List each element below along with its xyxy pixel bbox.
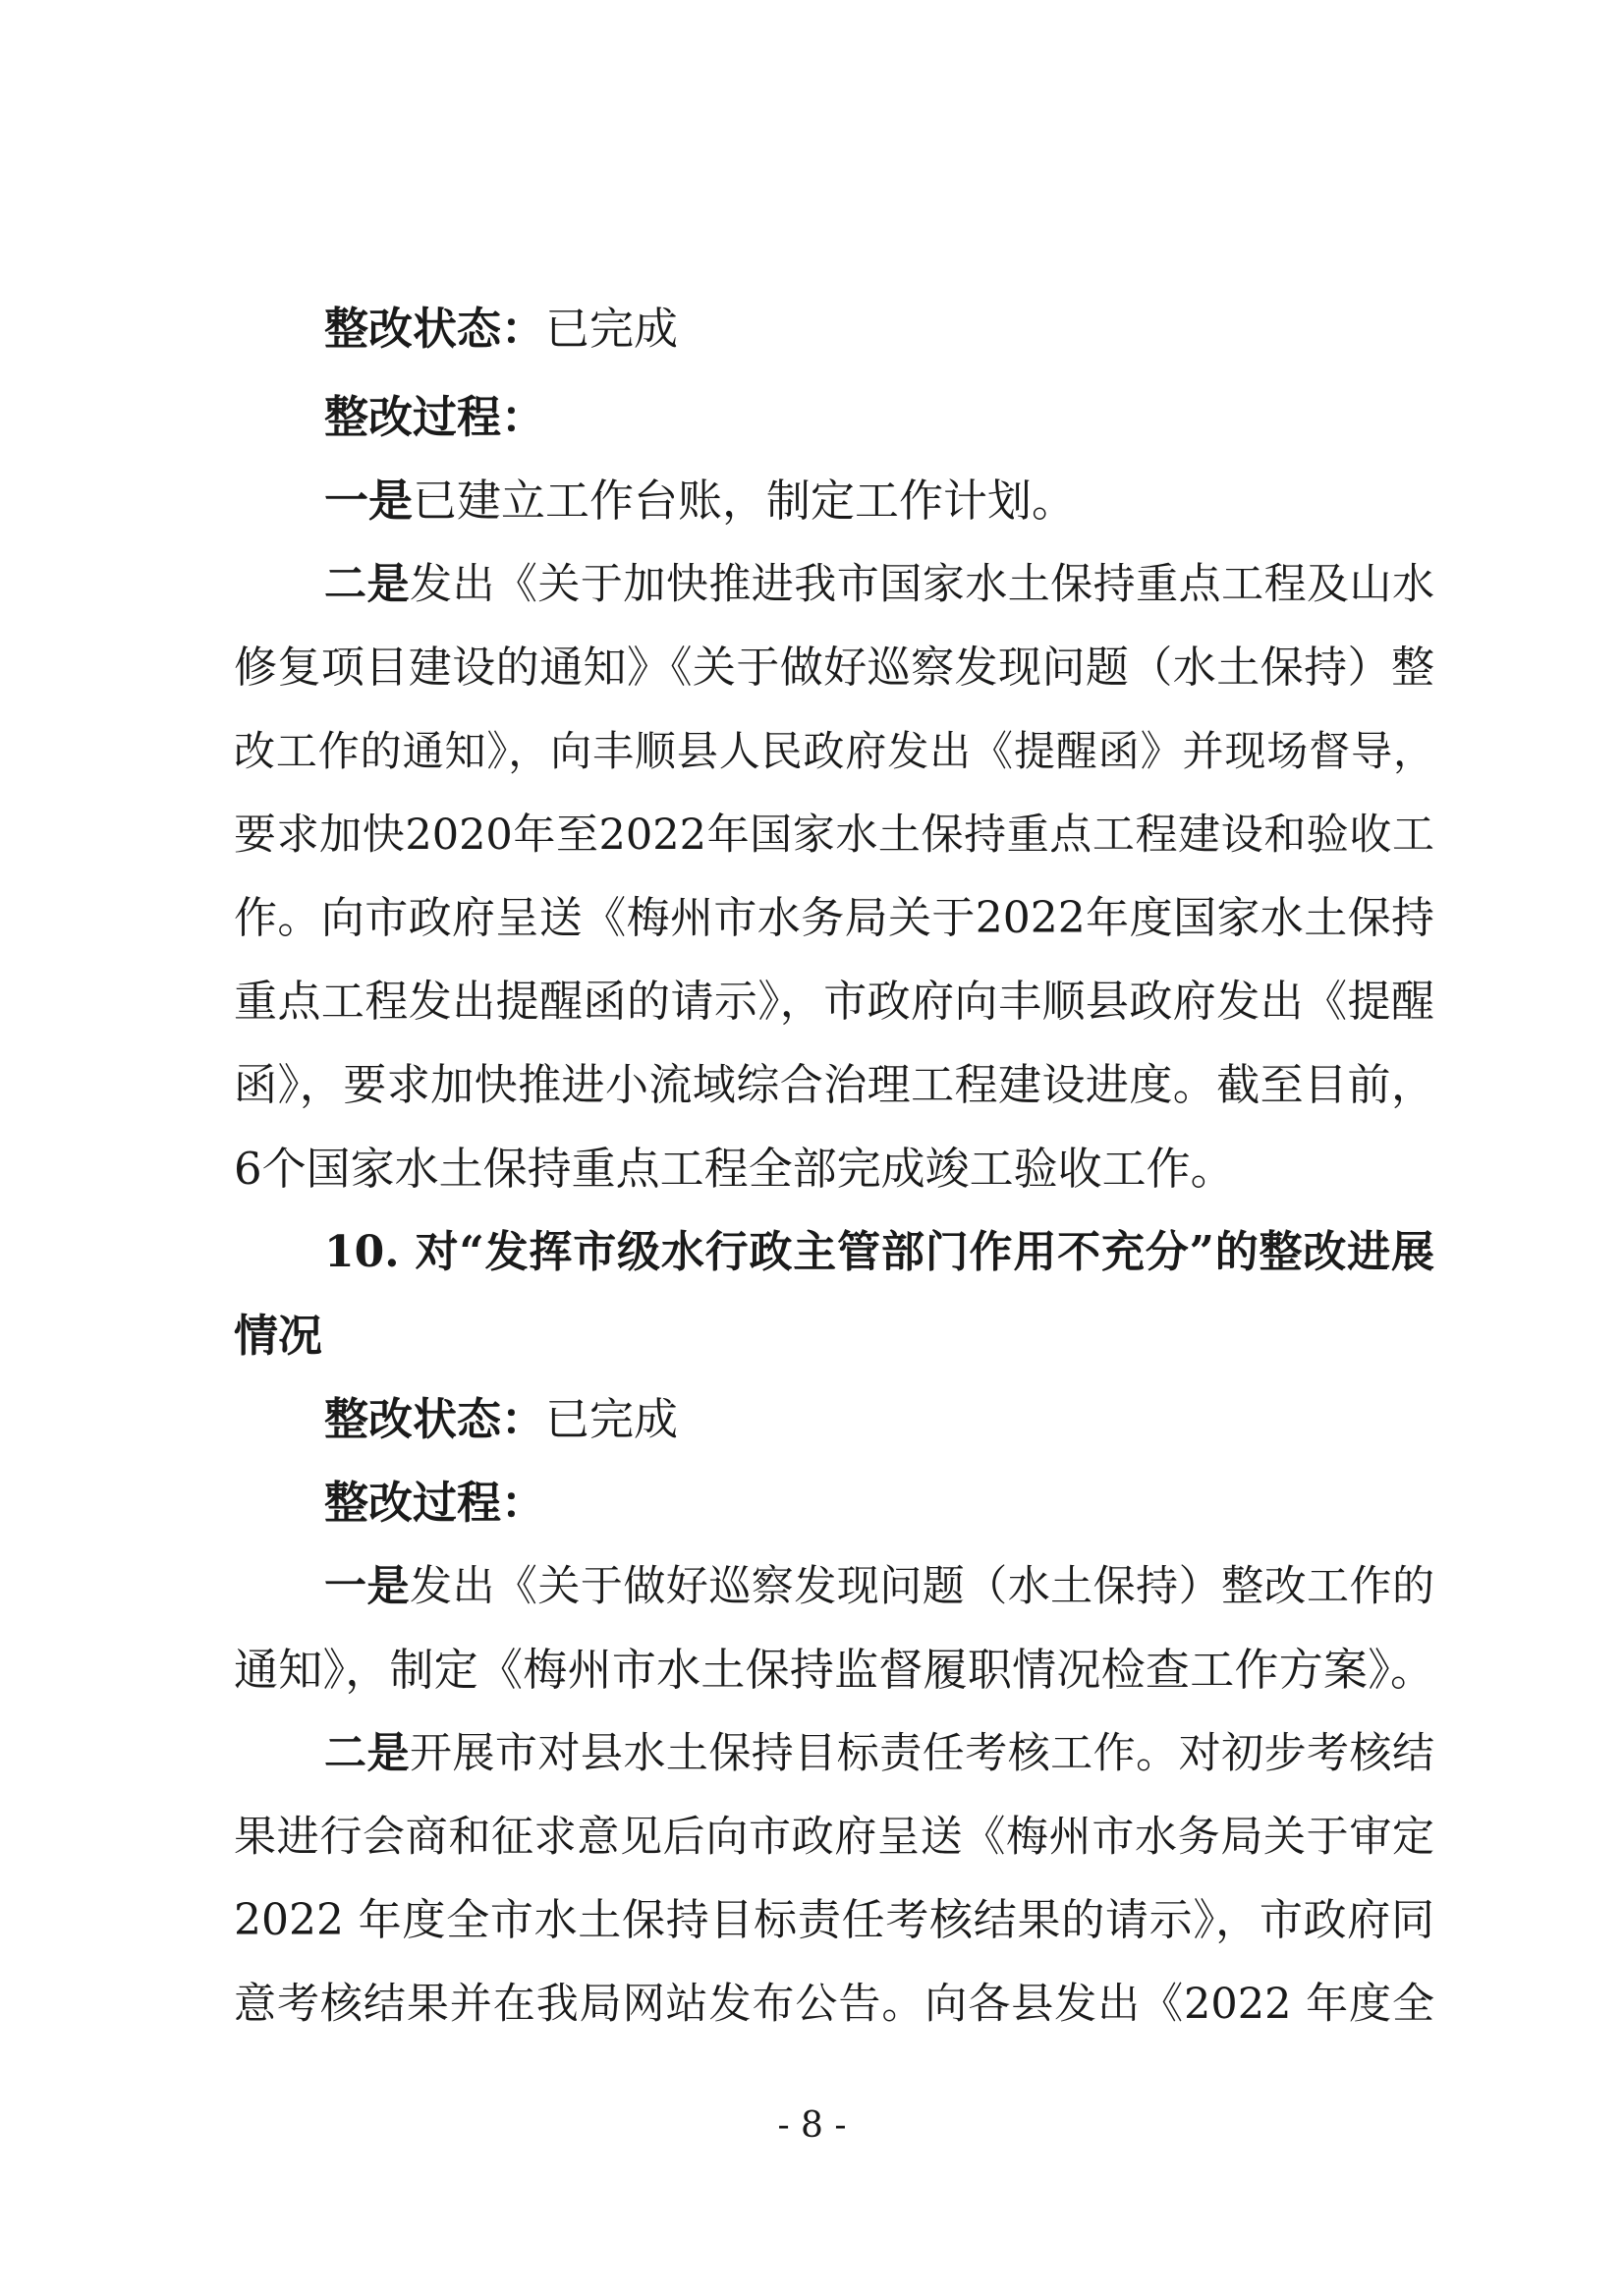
status-value: 已完成 — [545, 1393, 679, 1445]
line-text: 函》，要求加快推进小流域综合治理工程建设进度。截至目前， — [234, 1060, 1434, 1110]
line-text: 重点工程发出提醒函的请示》，市政府向丰顺县政府发出《提醒 — [234, 977, 1434, 1027]
section-heading-continued — [234, 1307, 1434, 1366]
rectification-process-line-2 — [324, 1474, 1434, 1533]
item-text: 发出《关于加快推进我市国家水土保持重点工程及山水 — [409, 560, 1435, 609]
line-text: 意考核结果并在我局网站发布公告。向各县发出《2022 年度全 — [234, 1980, 1434, 2029]
heading-text: 情况 — [234, 1310, 323, 1362]
process-label: 整改过程： — [324, 391, 546, 443]
paragraph-line — [234, 973, 1434, 1032]
paragraph-line — [324, 472, 1434, 531]
line-text: 作。向市政府呈送《梅州市水务局关于2022年度国家水土保持 — [234, 893, 1434, 943]
item-text: 已建立工作台账，制定工作计划。 — [413, 475, 1077, 527]
item-label: 二是 — [324, 1729, 410, 1778]
paragraph-line — [234, 1056, 1434, 1115]
item-label: 二是 — [324, 560, 410, 609]
line-text: 修复项目建设的通知》《关于做好巡察发现问题（水土保持）整 — [234, 643, 1434, 693]
line-text: 果进行会商和征求意见后向市政府呈送《梅州市水务局关于审定 — [234, 1813, 1434, 1862]
rectification-process-line-1 — [324, 388, 1434, 447]
paragraph-line — [234, 1808, 1434, 1867]
paragraph-line — [234, 1891, 1434, 1950]
rectification-status-line-2 — [324, 1390, 1434, 1449]
process-label: 整改过程： — [324, 1477, 546, 1529]
status-label: 整改状态： — [324, 1393, 546, 1445]
paragraph-line — [324, 1724, 1434, 1783]
paragraph-line — [234, 722, 1434, 781]
paragraph-line — [324, 555, 1434, 614]
item-label: 一是 — [324, 475, 414, 527]
paragraph-line — [234, 1140, 1434, 1199]
rectification-status-line-1 — [324, 300, 1434, 359]
status-value: 已完成 — [545, 303, 679, 355]
status-label: 整改状态： — [324, 303, 546, 355]
paragraph-line — [234, 1975, 1434, 2034]
page-number: - 8 - — [777, 2105, 847, 2146]
paragraph-line — [234, 806, 1434, 865]
heading-text: 10. 对“发挥市级水行政主管部门作用不充分”的整改进展 — [324, 1227, 1434, 1277]
line-text: 6个国家水土保持重点工程全部完成竣工验收工作。 — [234, 1143, 1235, 1195]
paragraph-line — [234, 889, 1434, 948]
paragraph-line — [324, 1557, 1434, 1616]
line-text: 要求加快2020年至2022年国家水土保持重点工程建设和验收工 — [234, 811, 1434, 860]
line-text: 2022 年度全市水土保持目标责任考核结果的请示》，市政府同 — [234, 1895, 1434, 1945]
line-text: 改工作的通知》，向丰顺县人民政府发出《提醒函》并现场督导， — [234, 727, 1434, 775]
section-heading — [324, 1223, 1434, 1282]
item-text: 发出《关于做好巡察发现问题（水土保持）整改工作的 — [409, 1562, 1435, 1611]
item-text: 开展市对县水土保持目标责任考核工作。对初步考核结 — [409, 1729, 1435, 1778]
line-text: 通知》，制定《梅州市水土保持监督履职情况检查工作方案》。 — [234, 1644, 1434, 1696]
paragraph-line — [234, 639, 1434, 698]
item-label: 一是 — [324, 1562, 410, 1611]
paragraph-line — [234, 1641, 1434, 1700]
